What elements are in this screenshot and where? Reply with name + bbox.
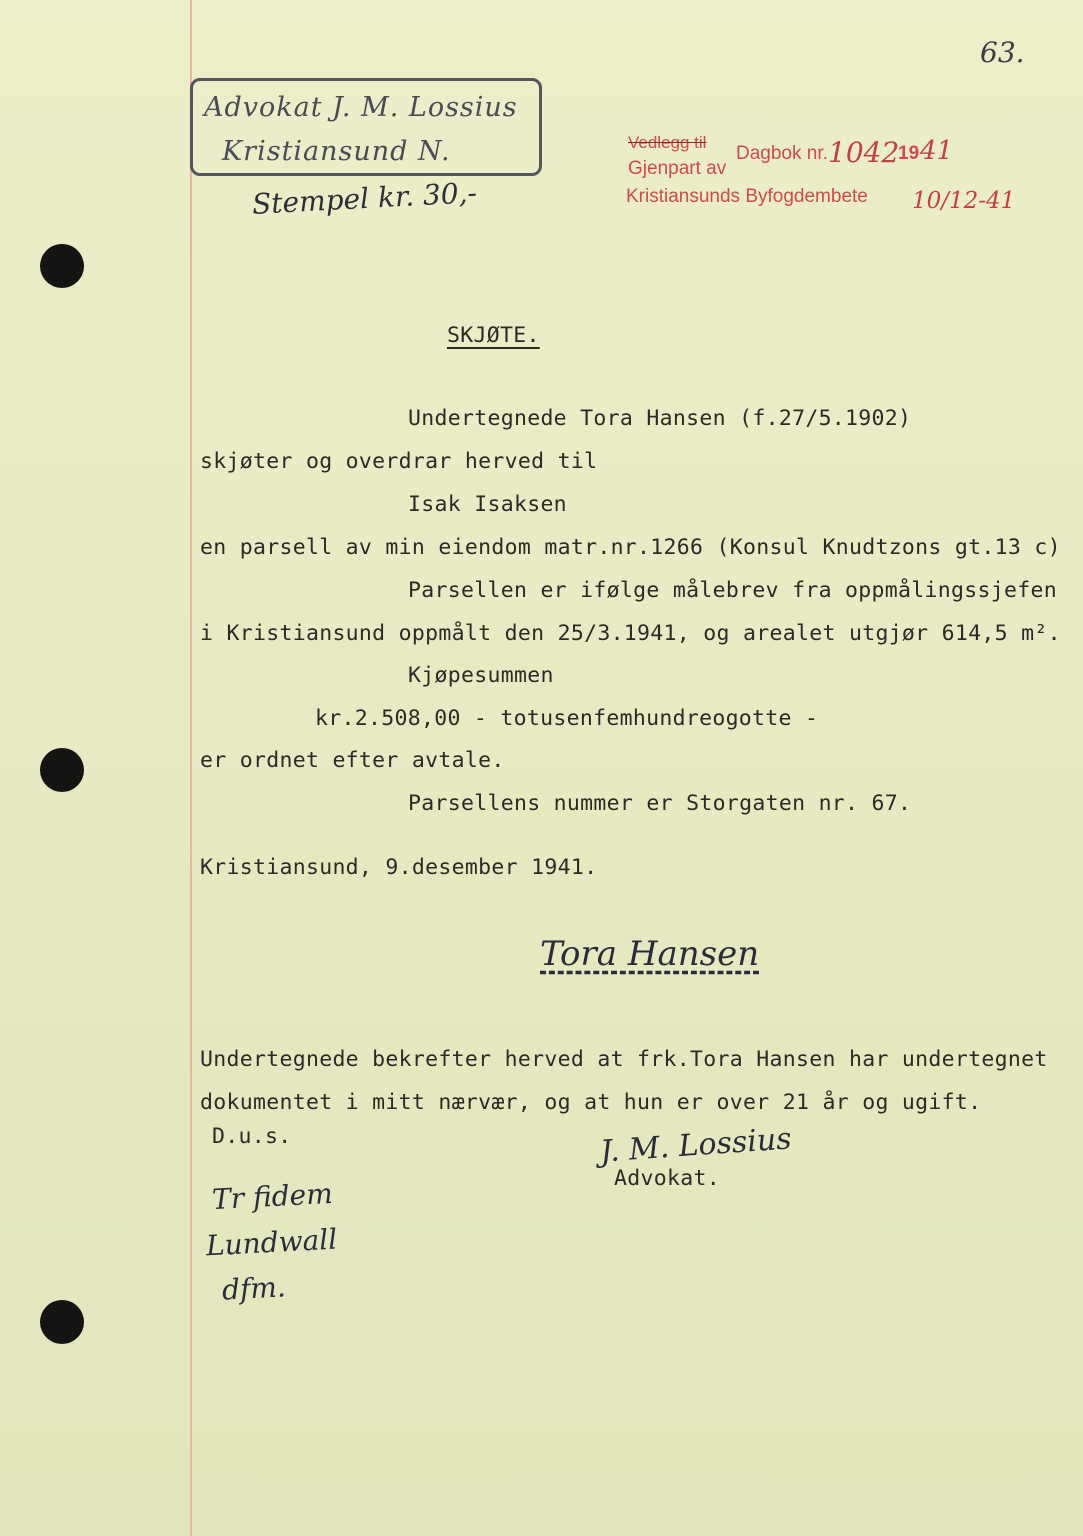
punch-hole-middle xyxy=(40,748,84,792)
seller-signature: Tora Hansen xyxy=(540,934,760,974)
buyer-name: Isak Isaksen xyxy=(408,492,567,517)
lawyer-stamp-line1: Advokat J. M. Lossius xyxy=(204,92,518,123)
gjenpart-label: Gjenpart av xyxy=(628,158,727,179)
place-date: Kristiansund, 9.desember 1941. xyxy=(200,855,598,880)
body-line-7: Kjøpesummen xyxy=(408,663,554,688)
punch-hole-bottom xyxy=(40,1300,84,1344)
dagbok-year-suffix: 41 xyxy=(920,136,954,166)
margin-note-line3: dfm. xyxy=(221,1270,287,1307)
witness-line-3: D.u.s. xyxy=(212,1124,292,1149)
page-number: 63. xyxy=(980,36,1025,69)
advokat-signature: J. M. Lossius xyxy=(599,1121,793,1170)
margin-line xyxy=(190,0,192,1536)
stamp-fee-note: Stempel kr. 30,- xyxy=(251,176,478,221)
lawyer-stamp-line2: Kristiansund N. xyxy=(222,136,451,167)
body-line-5: Parsellen er ifølge målebrev fra oppmålingssjefen xyxy=(408,578,1057,603)
body-line-4: en parsell av min eiendom matr.nr.1266 (Konsul Knudtzons gt.13 c) xyxy=(200,535,1061,560)
document-title: SKJØTE. xyxy=(447,323,540,348)
dagbok-number: 1042 xyxy=(828,136,900,169)
vedlegg-label: Vedlegg til xyxy=(628,133,707,152)
purchase-amount: kr.2.508,00 - totusenfemhundreogotte - xyxy=(315,706,819,731)
registry-date: 10/12-41 xyxy=(912,188,1016,214)
body-line-10: Parsellens nummer er Storgaten nr. 67. xyxy=(408,791,912,816)
witness-line-1: Undertegnede bekrefter herved at frk.Tora Hansen har undertegnet xyxy=(200,1047,1048,1072)
body-line-2: skjøter og overdrar herved til xyxy=(200,449,598,474)
body-line-1: Undertegnede Tora Hansen (f.27/5.1902) xyxy=(408,406,912,431)
body-line-6: i Kristiansund oppmålt den 25/3.1941, og arealet utgjør 614,5 m². xyxy=(200,621,1061,646)
advokat-label: Advokat. xyxy=(614,1166,720,1191)
punch-hole-top xyxy=(40,244,84,288)
dagbok-label: Dagbok nr. xyxy=(736,143,828,164)
office-name: Kristiansunds Byfogdembete xyxy=(626,186,868,207)
body-line-9: er ordnet efter avtale. xyxy=(200,748,505,773)
margin-note-line1: Tr fidem xyxy=(211,1176,334,1217)
margin-note-line2: Lundwall xyxy=(205,1222,338,1263)
dagbok-year-prefix: 19 xyxy=(898,143,920,164)
witness-line-2: dokumentet i mitt nærvær, og at hun er over 21 år og ugift. xyxy=(200,1090,982,1115)
